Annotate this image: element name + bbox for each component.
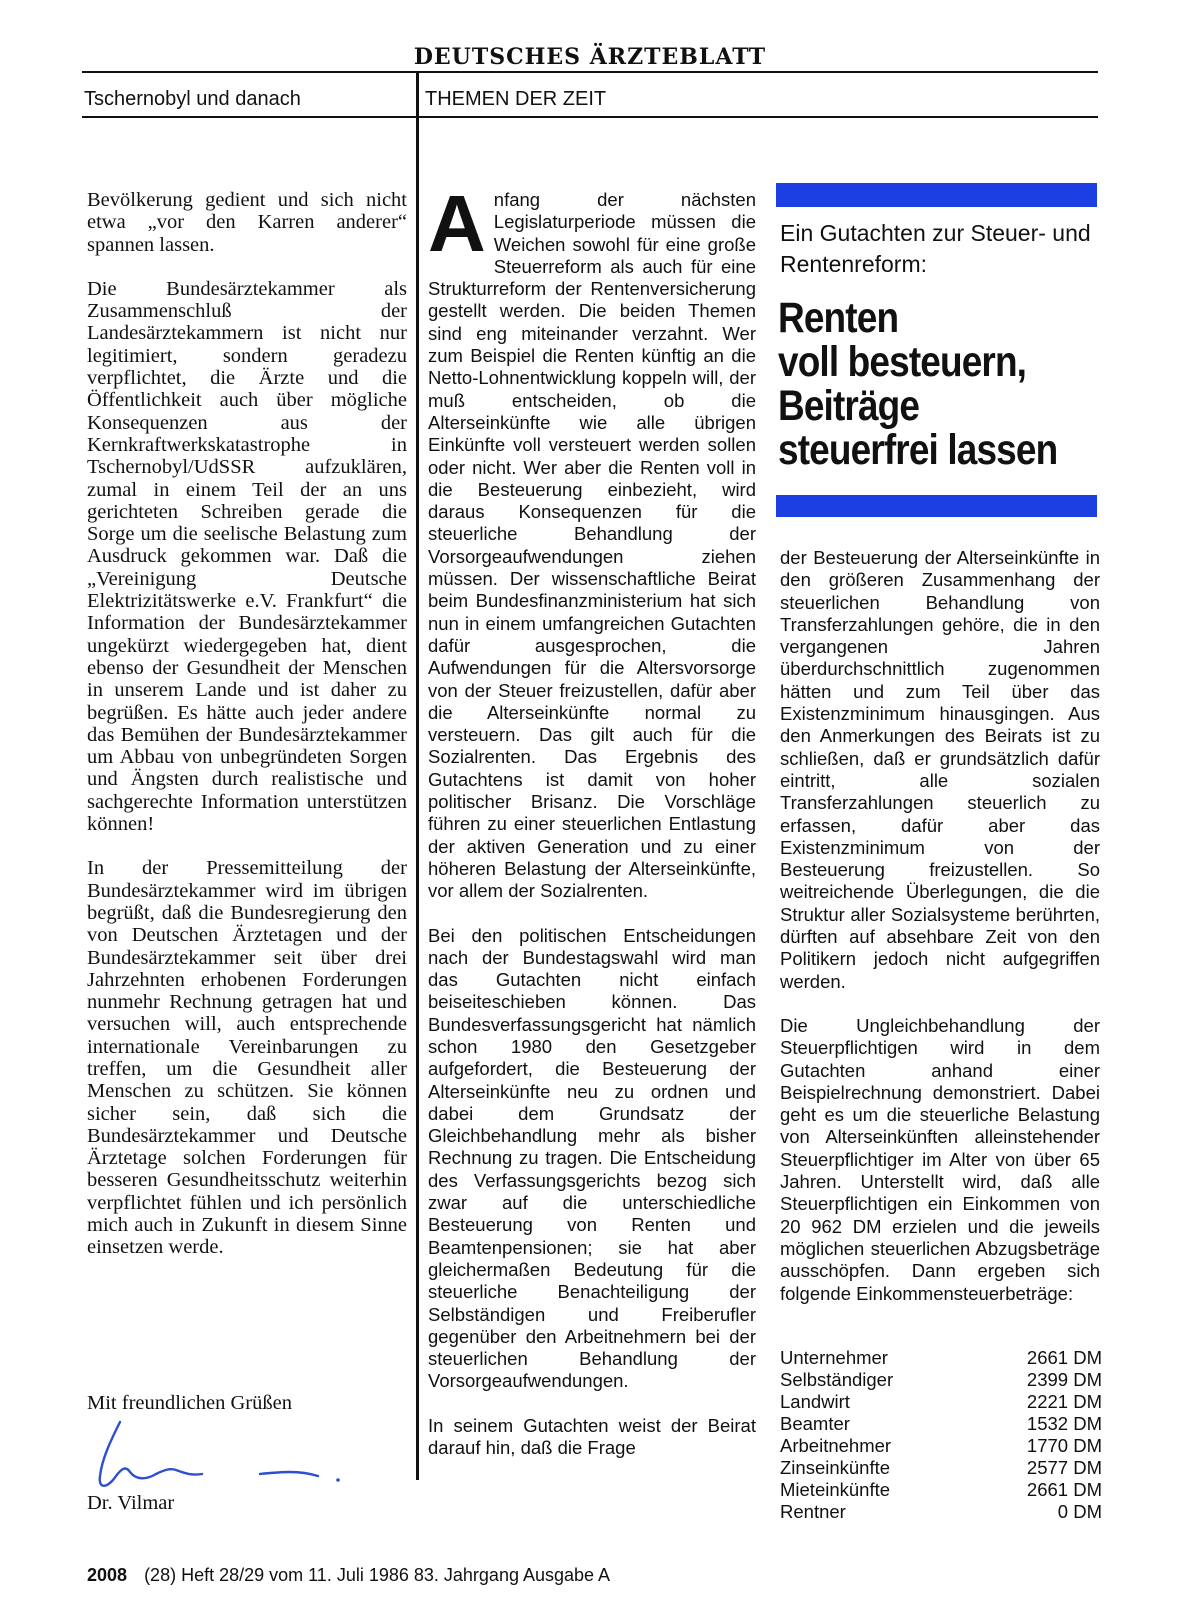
- table-row: [780, 1435, 1102, 1457]
- article-paragraph: Bei den politischen Entscheidungen nach der Bundestagswahl wird man das Gutachten nicht einfach beiseiteschieben können. Das Bundesverfassungsgericht hat nämlich schon 1980 den Gesetzgeber aufgefordert, die Besteuerung der Alterseinkünfte neu zu ordnen und dabei dem Grundsatz der Gleichbehandlung mehr als bisher Rechnung zu tragen. Die Entscheidung des Verfassungsgerichts bezog sich zwar auf die unterschiedliche Besteuerung von Renten und Beamtenpensionen; sie hat aber gleichermaßen Bedeutung für die steuerliche Benachteiligung der Selbständigen und Freiberufler gegenüber den Arbeitnehmern bei der steuerlichen Behandlung der Vorsorgeaufwendungen.: [428, 924, 756, 1392]
- tax-amount: 1770 DM: [1026, 1435, 1102, 1456]
- headline-line: voll besteuern,: [778, 338, 1027, 386]
- tax-group: Zinseinkünfte: [780, 1457, 891, 1478]
- article-headline: [778, 296, 1062, 472]
- signer-name: Dr. Vilmar: [87, 1492, 175, 1514]
- letter-closing: Mit freundlichen Grüßen: [87, 1392, 292, 1414]
- tax-group: Landwirt: [780, 1391, 850, 1412]
- article-paragraph: nfang der nächsten Legislaturperiode müssen die Weichen sowohl für eine große Steuerreform als auch für eine Strukturreform der Rentenversicherung gestellt werden. Die beiden Themen sind eng miteinander verzahnt. Wer zum Beispiel die Renten künftig an die Netto-Lohnentwicklung koppeln will, der muß entscheiden, ob die Alterseinkünfte wie alle übrigen Einkünfte voll versteuert werden sollen oder nicht. Wer aber die Renten voll in die Besteuerung einbezieht, wird daraus Konsequenzen für die steuerliche Behandlung der Vorsorgeaufwendungen ziehen müssen. Der wissenschaftliche Beirat beim Bundesfinanzministerium hat sich nun in einem umfangreichen Gutachten dafür ausgesprochen, die Aufwendungen für die Altersvorsorge von der Steuer freizustellen, dafür aber die Alterseinkünfte normal zu versteuern. Das gilt auch für die Sozialrenten. Das Ergebnis des Gutachtens ist damit von hoher politischer Brisanz. Die Vorschläge führen zu einer steuerlichen Entlastung der aktiven Generation und zu einer höheren Belastung der Alterseinkünfte, vor allem der Sozialrenten.: [428, 189, 756, 902]
- headline-top-bar: [776, 183, 1097, 207]
- article-paragraph: der Besteuerung der Alterseinkünfte in den größeren Zusammenhang der steuerlichen Behandlung von Transferzahlungen gehöre, die in den vergangenen Jahren überdurchschnittlich zugenommen hätten und zum Teil über das Existenzminimum hinausgingen. Aus den Anmerkungen des Beirats ist zu schließen, daß er grundsätzlich dafür eintritt, alle sozialen Transferzahlungen steuerlich zu erfassen, dafür aber das Existenzminimum von der Besteuerung freizustellen. So weitreichende Überlegungen, die die Struktur aller Sozialsysteme berührten, dürften auf absehbare Zeit von den Politikern jedoch nicht aufgegriffen werden.: [780, 547, 1100, 992]
- article-kicker: Ein Gutachten zur Steuer- und Rentenreform:: [780, 220, 1091, 277]
- table-row: [780, 1479, 1102, 1501]
- issue-info: (28) Heft 28/29 vom 11. Juli 1986 83. Jahrgang Ausgabe A: [144, 1565, 611, 1585]
- tax-group: Mieteinkünfte: [780, 1479, 891, 1500]
- table-row: [780, 1413, 1102, 1435]
- article-column-2: [428, 179, 756, 1459]
- table-row: [780, 1457, 1102, 1479]
- section-left: Tschernobyl und danach: [84, 88, 301, 110]
- tax-amount: 2221 DM: [1026, 1391, 1102, 1412]
- headline-line: Beiträge: [778, 382, 920, 430]
- letter-column: [87, 189, 407, 1259]
- letter-paragraph: Bevölkerung gedient und sich nicht etwa „vor den Karren anderer“ spannen lassen.: [87, 189, 407, 256]
- masthead-rule: [82, 71, 1098, 73]
- table-row: [780, 1391, 1102, 1413]
- page-number: 2008: [87, 1565, 128, 1585]
- table-row: [780, 1501, 1102, 1523]
- table-row: [780, 1369, 1102, 1391]
- tax-amount: 2399 DM: [1026, 1369, 1102, 1390]
- column-divider: [416, 72, 419, 1480]
- tax-amount: 0 DM: [1057, 1501, 1102, 1522]
- article-paragraph: Die Ungleichbehandlung der Steuerpflichtigen wird in dem Gutachten anhand einer Beispielrechnung demonstriert. Dabei geht es um die steuerliche Belastung von Alterseinkünften alleinstehender Steuerpflichtiger im Alter von über 65 Jahren. Unterstellt wird, daß alle Steuerpflichtigen ein Einkommen von 20 962 DM erzielen und die jeweils möglichen steuerlichen Abzugsbeträge ausschöpfen. Dann ergeben sich folgende Einkommensteuerbeträge:: [780, 1014, 1100, 1304]
- tax-group: Rentner: [780, 1501, 846, 1522]
- headline-bottom-bar: [776, 495, 1097, 517]
- signature: [90, 1418, 350, 1498]
- headline-line: steuerfrei lassen: [778, 426, 1058, 474]
- tax-table: [780, 1347, 1102, 1523]
- letter-paragraph: In der Pressemitteilung der Bundesärztekammer wird im übrigen begrüßt, daß die Bundesregierung den von Deutschen Ärztetagen und der Bundesärztekammer seit über drei Jahrzehnten erhobenen Forderungen nunmehr Rechnung getragen hat und versuchen will, auch entsprechende internationale Vereinbarungen zu treffen, um die Gesundheit aller Menschen zu schützen. Sie können sicher sein, daß sich die Bundesärztekammer und Deutsche Ärztetage solchen Forderungen für besseren Gesundheitsschutz weiterhin verpflichtet fühlen und ich persönlich mich auch in Zukunft in diesem Sinne einsetzen werde.: [87, 857, 407, 1259]
- tax-amount: 1532 DM: [1026, 1413, 1102, 1434]
- tax-amount: 2577 DM: [1026, 1457, 1102, 1478]
- masthead: DEUTSCHES ÄRZTEBLATT: [413, 44, 767, 70]
- tax-amount: 2661 DM: [1026, 1347, 1102, 1368]
- tax-group: Selbständiger: [780, 1369, 894, 1390]
- tax-group: Unternehmer: [780, 1347, 888, 1368]
- table-row: [780, 1347, 1102, 1369]
- header-bottom-rule: [82, 116, 1098, 118]
- letter-paragraph: Die Bundesärztekammer als Zusammenschluß der Landesärztekammern ist nicht nur legitimiert, sondern geradezu verpflichtet, die Ärzte und die Öffentlichkeit auch über mögliche Konsequenzen aus der Kernkraftwerkskatastrophe in Tschernobyl/UdSSR aufzuklären, zumal in einem Teil der an uns gerichteten Schreiben gerade die Sorge um die seelische Belastung zum Ausdruck gekommen war. Daß die „Vereinigung Deutsche Elektrizitätswerke e.V. Frankfurt“ die Information der Bundesärztekammer ungekürzt wiedergegeben hat, dient ebenso der Gesundheit der Menschen in unserem Lande und ist daher zu begrüßen. Es hätte auch jeder andere das Bemühen der Bundesärztekammer um Abbau von unbegründeten Sorgen und Ängsten durch realistische und sachgerechte Information unterstützen können!: [87, 277, 407, 836]
- tax-group: Arbeitnehmer: [780, 1435, 892, 1456]
- section-right: THEMEN DER ZEIT: [425, 88, 607, 110]
- headline-line: Renten: [778, 294, 899, 342]
- page-footer: [87, 1565, 610, 1586]
- dropcap: A: [428, 179, 486, 268]
- tax-group: Beamter: [780, 1413, 850, 1434]
- article-column-3: [780, 547, 1100, 1305]
- tax-amount: 2661 DM: [1026, 1479, 1102, 1500]
- article-paragraph: In seinem Gutachten weist der Beirat darauf hin, daß die Frage: [428, 1414, 756, 1459]
